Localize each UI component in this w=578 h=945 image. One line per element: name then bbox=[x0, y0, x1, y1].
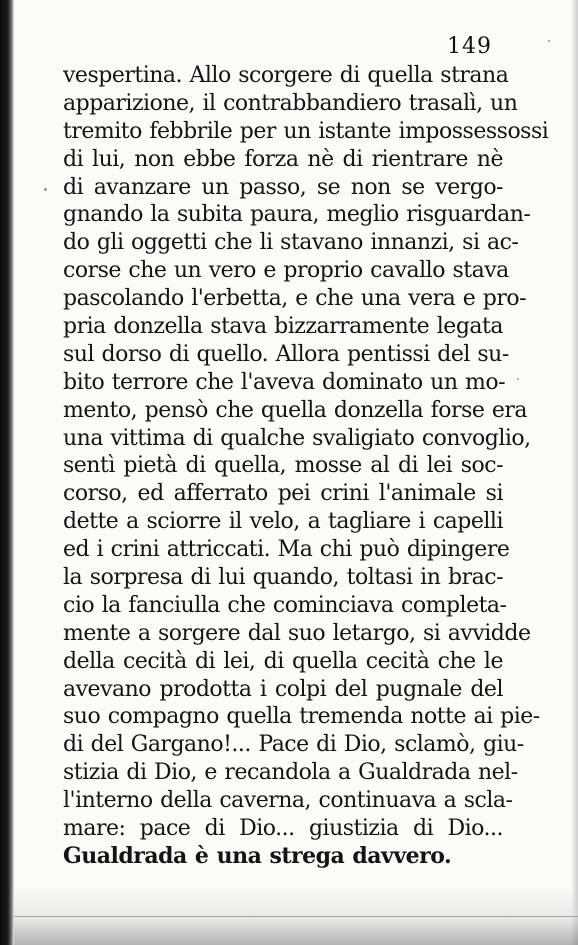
page-fold-line bbox=[14, 916, 578, 917]
text-line: pascolando l'erbetta, e che una vera e pro- bbox=[63, 286, 527, 312]
text-line: la sorpresa di lui quando, toltasi in brac- bbox=[63, 565, 503, 591]
text-line: sul dorso di quello. Allora pentissi del su- bbox=[63, 341, 509, 367]
text-line: apparizione, il contrabbandiero trasalì, un bbox=[63, 90, 518, 116]
text-line: di avanzare un passo, se non se vergo- bbox=[63, 174, 503, 200]
page-number: 149 bbox=[447, 34, 492, 59]
text-line: di del Gargano!... Pace di Dio, sclamò, giu- bbox=[63, 732, 524, 758]
text-line: una vittima di qualche svaligiato convoglio, bbox=[63, 425, 531, 451]
text-line: cio la fanciulla che cominciava completa- bbox=[63, 592, 507, 618]
text-line: corse che un vero e proprio cavallo stava bbox=[63, 258, 509, 284]
paper-speck bbox=[517, 378, 519, 380]
text-line: vespertina. Allo scorgere di quella strana bbox=[63, 63, 509, 88]
text-line: tremito febbrile per un istante impossessossi bbox=[63, 118, 549, 144]
text-line: dette a sciorre il velo, a tagliare i capelli bbox=[63, 509, 503, 535]
text-line: ed i crini attriccati. Ma chi può dipingere bbox=[63, 537, 510, 563]
text-line: pria donzella stava bizzarramente legata bbox=[63, 314, 503, 340]
text-line: sentì pietà di quella, mosse al di lei soc- bbox=[63, 453, 503, 479]
text-line: mente a sorgere dal suo letargo, si avvidde bbox=[63, 620, 531, 646]
text-line: suo compagno quella tremenda notte ai pie- bbox=[63, 704, 540, 730]
body-text bbox=[63, 62, 549, 871]
text-line: corso, ed afferrato pei crini l'animale si bbox=[63, 481, 503, 507]
text-line: do gli oggetti che li stavano innanzi, si ac- bbox=[63, 230, 519, 256]
page-bottom-edge bbox=[14, 885, 578, 945]
binding-edge bbox=[0, 0, 14, 945]
page-right-edge bbox=[572, 0, 578, 945]
text-line: gnando la subita paura, meglio risguardan- bbox=[63, 202, 531, 228]
text-line: mare: pace di Dio... giustizia di Dio... bbox=[63, 816, 503, 842]
text-line: stizia di Dio, e recandola a Gualdrada nel- bbox=[63, 760, 518, 786]
text-line: l'interno della caverna, continuava a scla- bbox=[63, 788, 513, 814]
text-line: bito terrore che l'aveva dominato un mo- bbox=[63, 369, 506, 395]
text-line: della cecità di lei, di quella cecità che le bbox=[63, 648, 503, 674]
paper-speck bbox=[44, 188, 47, 191]
text-line: mento, pensò che quella donzella forse era bbox=[63, 397, 528, 423]
paper-speck bbox=[548, 40, 550, 42]
text-line-last: Gualdrada è una strega davvero. bbox=[63, 842, 452, 869]
text-line: avevano prodotta i colpi del pugnale del bbox=[63, 676, 503, 702]
text-line: di lui, non ebbe forza nè di rientrare nè bbox=[63, 146, 503, 172]
